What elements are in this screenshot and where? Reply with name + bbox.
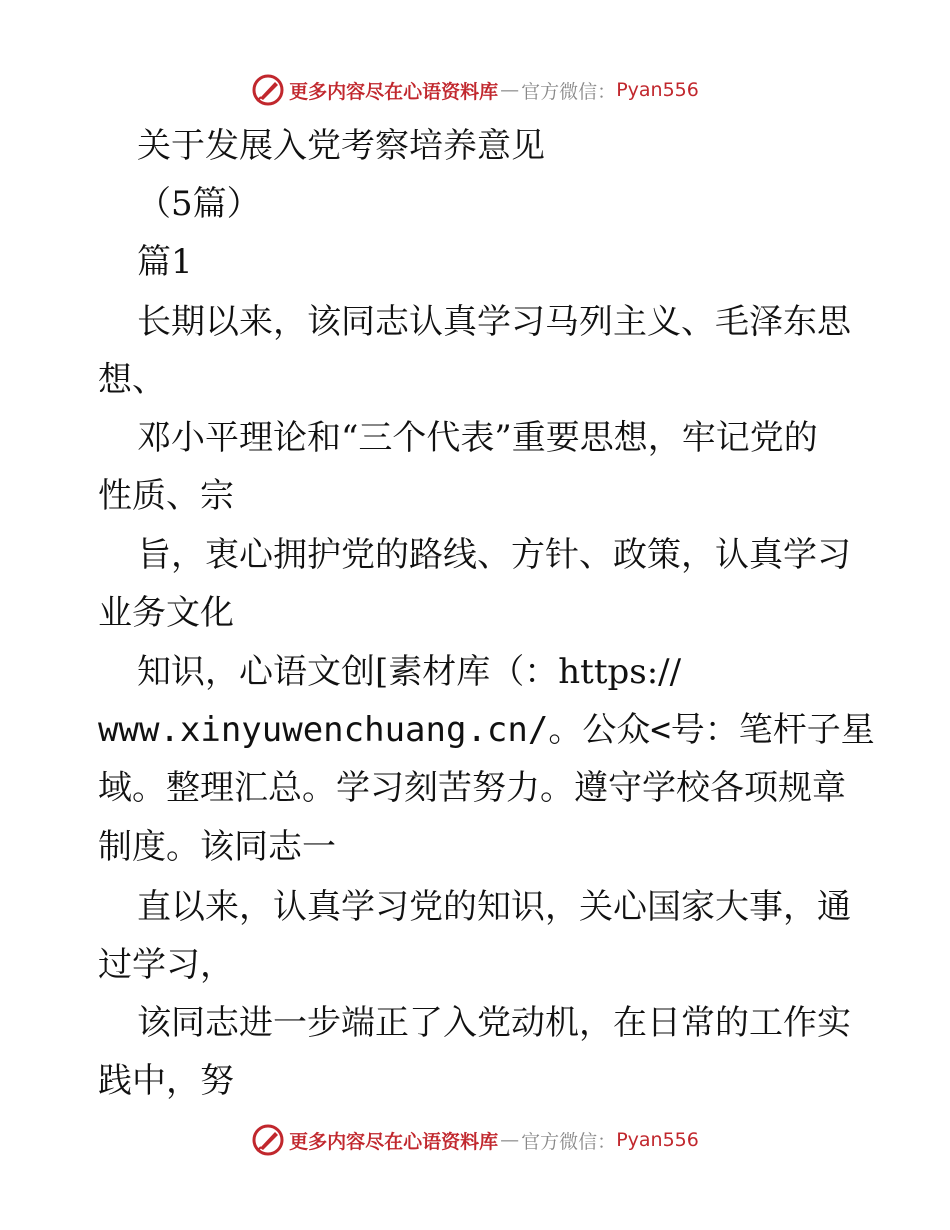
document-title: 关于发展入党考察培养意见 [137, 126, 545, 166]
watermark-brand: 更多内容尽在心语资料库 [289, 80, 499, 103]
watermark-wechat-label: 官方微信： [521, 1130, 617, 1153]
watermark-banner-top [0, 70, 950, 110]
paragraph-line: 该同志进一步端正了入党动机，在日常的工作实 [137, 1003, 851, 1043]
paragraph-line: 旨，衷心拥护党的路线、方针、政策，认真学习 [137, 535, 851, 575]
paragraph-line: 长期以来，该同志认真学习马列主义、毛泽东思 [137, 302, 851, 342]
paragraph-line: 性质、宗 [98, 476, 234, 516]
paragraph-line: 制度。该同志一 [98, 827, 336, 867]
paragraph-line: 过学习， [98, 945, 234, 985]
paragraph-line: www.xinyuwenchuang.cn/。公众<号：笔杆子星 [98, 710, 875, 750]
paragraph-line: 知识，心语文创[素材库（：https:// [137, 652, 682, 692]
watermark-dash: — [500, 79, 520, 101]
watermark-wechat-label: 官方微信： [521, 80, 617, 103]
paragraph-line: 想、 [98, 360, 166, 400]
quill-circle-logo-icon [251, 1123, 285, 1157]
quill-circle-logo-icon [251, 73, 285, 107]
document-subtitle: （5篇） [137, 184, 261, 224]
paragraph-line: 邓小平理论和“三个代表”重要思想，牢记党的 [137, 418, 818, 458]
paragraph-line: 域。整理汇总。学习刻苦努力。遵守学校各项规章 [98, 768, 846, 808]
paragraph-line: 直以来，认真学习党的知识，关心国家大事，通 [137, 887, 851, 927]
watermark-banner-bottom [0, 1120, 950, 1160]
paragraph-line: 业务文化 [98, 593, 234, 633]
watermark-wechat-id: Pyan556 [616, 79, 699, 101]
paragraph-line: 践中，努 [98, 1061, 234, 1101]
watermark-wechat-id: Pyan556 [616, 1129, 699, 1151]
section-heading: 篇1 [137, 242, 193, 282]
watermark-brand: 更多内容尽在心语资料库 [289, 1130, 499, 1153]
watermark-dash: — [500, 1129, 520, 1151]
